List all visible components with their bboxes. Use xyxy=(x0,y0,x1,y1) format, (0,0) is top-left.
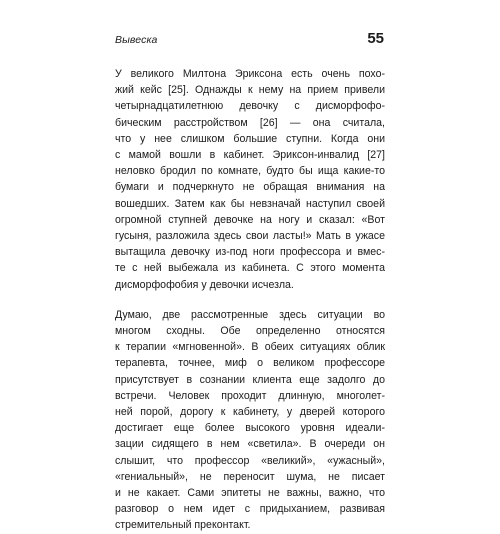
body-text xyxy=(115,66,385,534)
text-line: к терапии «мгновенной». В обеих ситуациях облик xyxy=(115,341,385,354)
text-line: и не какает. Сами эпитеты не важны, важно, что xyxy=(115,487,385,500)
running-head: Вывеска xyxy=(115,34,158,46)
paragraph-1 xyxy=(115,66,385,293)
text-line: четырнадцатилетнюю девочку с дисморфофо- xyxy=(115,100,385,113)
page-number: 55 xyxy=(367,30,384,47)
text-line: терапевта, точнее, миф о великом профессоре xyxy=(115,357,385,370)
text-line: многом сходны. Обе определенно относятся xyxy=(115,325,385,338)
text-line: жий кейс [25]. Однажды к нему на прием привели xyxy=(115,84,385,97)
text-line: ней порой, дорогу к кабинету, у дверей которого xyxy=(115,406,385,419)
text-line: бическим расстройством [26] — она считала, xyxy=(115,116,385,129)
text-line: зации сидящего в нем «светила». В очереди он xyxy=(115,438,385,451)
text-line: слышит, что профессор «великий», «ужасный», xyxy=(115,454,385,467)
text-line: стремительный преконтакт. xyxy=(115,519,251,532)
text-line: Думаю, две рассмотренные здесь ситуации во xyxy=(115,308,385,321)
text-line: неловко бродил по комнате, будто бы ища какие-то xyxy=(115,165,385,178)
text-line: что у нее слишком большие ступни. Когда они xyxy=(115,132,385,145)
text-line: те с ней выбежала из кабинета. С этого момента xyxy=(115,262,385,275)
paragraph-spacer xyxy=(115,293,385,307)
text-line: гусыня, разложила здесь свои ласты!» Мать в ужасе xyxy=(115,230,385,243)
text-line: «гениальный», не переносит шума, не писает xyxy=(115,470,385,483)
text-line: дисморфофобия у девочки исчезла. xyxy=(115,278,294,291)
text-line: У великого Милтона Эриксона есть очень похо- xyxy=(115,68,385,80)
text-line: присутствует в сознании клиента еще задолго до xyxy=(115,373,385,386)
text-line: с мамой вошли в кабинет. Эриксон-инвалид [27] xyxy=(115,149,385,162)
text-line: разговор о нем идет с придыханием, развивая xyxy=(115,503,385,516)
text-line: достигает еще более высокого уровня идеали- xyxy=(115,422,385,435)
text-line: вошедших. Затем как бы невзначай наступил своей xyxy=(115,197,385,210)
text-line: огромной ступней девочке на ногу и сказал: «Вот xyxy=(115,213,385,226)
text-line: бумаги и подчеркнуто не обращая внимания на xyxy=(115,181,385,194)
text-line: встречи. Человек проходит длинную, многолет- xyxy=(115,389,385,402)
text-line: вытащила девочку из-под ноги профессора и вмес- xyxy=(115,246,385,259)
